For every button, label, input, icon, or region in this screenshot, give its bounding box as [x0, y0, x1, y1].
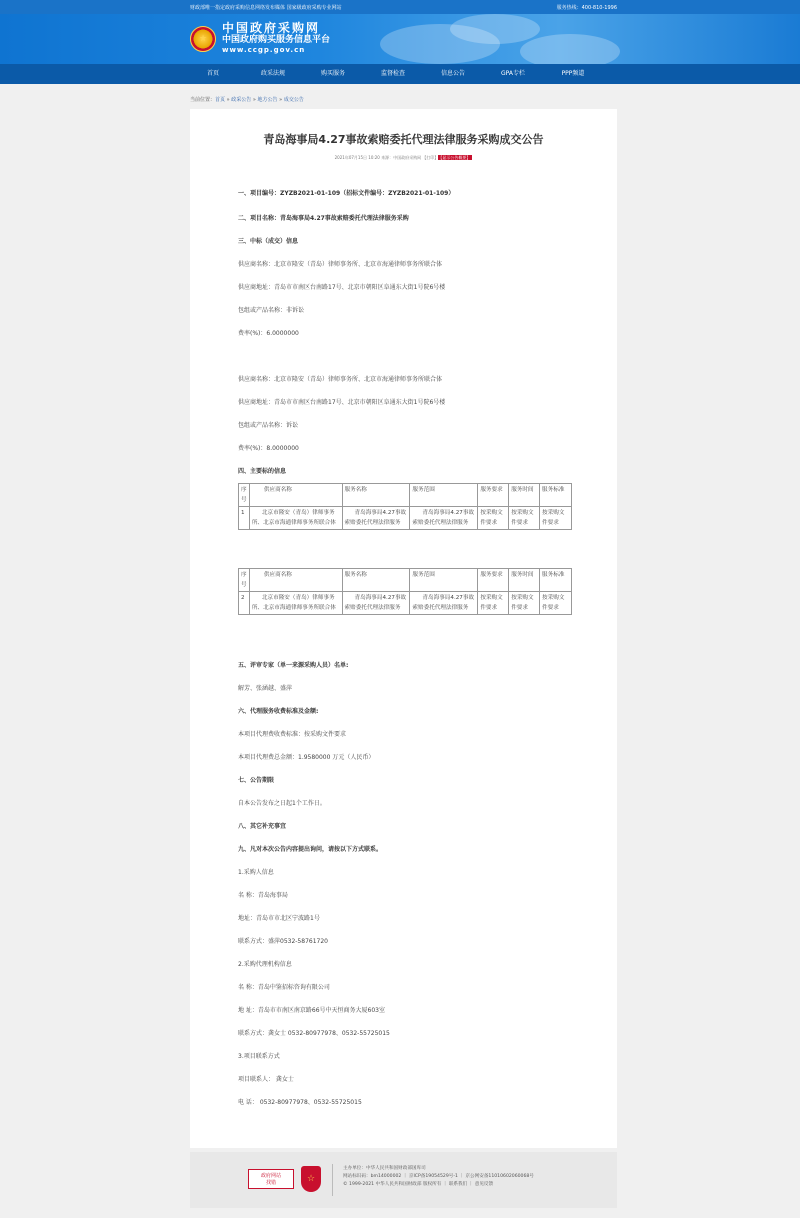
table-header-cell: 序号	[239, 569, 250, 592]
article-line: 电 话： 0532-80977978、0532-55725015	[238, 1099, 362, 1106]
footer-icp: 网站标识码：bm14000002 ｜ 京ICP备19054529号-1 ｜ 京公网安备11010602060068号	[343, 1174, 534, 1179]
article-line: 本项目代理费总金额：1.9580000 万元（人民币）	[238, 754, 375, 761]
article-line: 费率(%)：8.0000000	[238, 445, 299, 452]
article-line: 包组或产品名称：非诉讼	[238, 307, 305, 314]
table-cell: 按采购文件要求	[540, 592, 572, 615]
nav-ppp[interactable]: PPP频道	[561, 70, 585, 77]
article-line: 地 址：青岛市市南区南京路66号中天恒商务大厦603室	[238, 1007, 385, 1014]
gov-site-error-line2: 找错	[265, 1180, 276, 1186]
breadcrumb-sep: »	[225, 97, 232, 103]
gov-site-error-line1: 政府网站	[260, 1173, 281, 1179]
breadcrumb-sep: »	[251, 97, 258, 103]
table-cell: 按采购文件要求	[509, 592, 540, 615]
site-banner	[0, 14, 800, 64]
article-panel	[190, 109, 617, 1148]
article-line: 名 称：青岛海事局	[238, 892, 288, 899]
table-header-cell: 供应商名称	[249, 569, 342, 592]
article-title: 青岛海事局4.27事故索赔委托代理法律服务采购成交公告	[263, 133, 544, 146]
table-header-cell: 服务要求	[478, 569, 509, 592]
article-line: 供应商名称：北京市隆安（青岛）律师事务所、北京市海通律师事务所联合体	[238, 261, 443, 268]
article-line: 供应商名称：北京市隆安（青岛）律师事务所、北京市海通律师事务所联合体	[238, 376, 443, 383]
table-header-row	[239, 569, 572, 592]
footer-copyright: © 1999-2021 中华人民共和国财政部 版权所有 ｜ 联系我们 ｜ 意见反馈	[343, 1182, 494, 1187]
article-line: 2.采购代理机构信息	[238, 961, 292, 968]
logo-title: 中国政府采购网	[222, 21, 321, 35]
table-cell: 按采购文件要求	[478, 507, 509, 530]
table-header-cell: 供应商名称	[249, 484, 342, 507]
article-line: 解芳、张涵越、盛萍	[238, 685, 293, 692]
table-header-cell: 服务标准	[540, 484, 572, 507]
table-cell: 北京市隆安（青岛）律师事务所、北京市海通律师事务所联合体	[249, 592, 342, 615]
article-line: 费率(%)：6.0000000	[238, 330, 299, 337]
breadcrumb-prefix: 当前位置：	[190, 97, 216, 103]
subject-table	[238, 568, 572, 615]
main-nav	[0, 64, 800, 84]
table-cell: 北京市隆安（青岛）律师事务所、北京市海通律师事务所联合体	[249, 507, 342, 530]
site-footer	[190, 1152, 617, 1208]
table-header-cell: 服务名称	[342, 484, 410, 507]
top-slogan: 财政部唯一指定政府采购信息网络发布媒体 国家级政府采购专业网站	[190, 4, 342, 11]
section-heading: 九、凡对本次公告内容提出询问，请按以下方式联系。	[238, 846, 383, 853]
article-line: 联系方式：盛萍0532-58761720	[238, 938, 328, 945]
article-line: 自本公告发布之日起1个工作日。	[238, 800, 326, 807]
article-line: 本项目代理费收费标准：按采购文件要求	[238, 731, 347, 738]
section-heading: 二、项目名称：青岛海事局4.27事故索赔委托代理法律服务采购	[238, 215, 409, 222]
table-cell: 青岛海事局4.27事故索赔委托代理法律服务	[410, 592, 478, 615]
breadcrumb	[190, 96, 304, 103]
nav-gpa[interactable]: GPA专栏	[501, 70, 525, 77]
top-info-bar	[0, 0, 800, 14]
article-line: 包组或产品名称：诉讼	[238, 422, 299, 429]
table-cell: 青岛海事局4.27事故索赔委托代理法律服务	[410, 507, 478, 530]
table-cell: 2	[239, 592, 250, 615]
party-badge-icon[interactable]: ☆	[301, 1166, 321, 1192]
table-header-cell: 服务范围	[410, 484, 478, 507]
nav-supervision[interactable]: 监督检查	[380, 70, 405, 77]
table-header-cell: 服务名称	[342, 569, 410, 592]
table-row	[239, 507, 572, 530]
gov-site-error-logo[interactable]	[248, 1169, 294, 1189]
table-row	[239, 592, 572, 615]
table-header-cell: 服务时间	[509, 569, 540, 592]
nav-regulations[interactable]: 政采法规	[260, 70, 285, 77]
article-meta-text: 2021年07月15日 10:20 来源：中国政府采购网 【打印】	[334, 155, 439, 160]
article-line: 3.项目联系方式	[238, 1053, 280, 1060]
breadcrumb-announcements[interactable]: 政采公告	[231, 97, 252, 103]
table-header-cell: 服务时间	[509, 484, 540, 507]
article-line: 供应商地址：青岛市市南区台南路17号、北京市朝阳区阜通东大街1号院6号楼	[238, 399, 446, 406]
subject-table	[238, 483, 572, 530]
breadcrumb-sep: »	[277, 97, 284, 103]
table-header-row	[239, 484, 572, 507]
section-heading: 一、项目编号：ZYZB2021-01-109（招标文件编号：ZYZB2021-01-109）	[238, 190, 455, 197]
table-header-cell: 序号	[239, 484, 250, 507]
article-line: 1.采购人信息	[238, 869, 274, 876]
breadcrumb-home[interactable]: 首页	[215, 97, 226, 103]
table-header-cell: 服务要求	[478, 484, 509, 507]
table-cell: 青岛海事局4.27事故索赔委托代理法律服务	[342, 507, 410, 530]
footer-divider	[332, 1164, 333, 1196]
service-hotline: 服务热线：400-810-1996	[556, 4, 617, 11]
article-line: 地址：青岛市市北区宁波路1号	[238, 915, 320, 922]
article-line: 联系方式：龚女士 0532-80977978、0532-55725015	[238, 1030, 390, 1037]
section-heading: 五、评审专家（单一来源采购人员）名单:	[238, 662, 349, 669]
breadcrumb-deal[interactable]: 成交公告	[283, 97, 304, 103]
table-cell: 按采购文件要求	[478, 592, 509, 615]
show-summary-button[interactable]: 【显示公告概要】	[440, 155, 471, 160]
nav-purchase-services[interactable]: 购买服务	[320, 70, 345, 77]
section-heading: 六、代理服务收费标准及金额:	[238, 708, 319, 715]
section-heading: 八、其它补充事宜	[238, 823, 287, 830]
table-cell: 按采购文件要求	[509, 507, 540, 530]
article-meta	[190, 155, 617, 161]
logo-subtitle: 中国政府购买服务信息平台	[222, 35, 331, 45]
section-heading: 四、主要标的信息	[238, 468, 287, 475]
nav-home[interactable]: 首页	[206, 70, 219, 77]
table-cell: 青岛海事局4.27事故索赔委托代理法律服务	[342, 592, 410, 615]
footer-sponsor: 主办单位：中华人民共和国财政部国库司	[343, 1166, 426, 1171]
article-line: 名 称：青岛中鉴招标咨询有限公司	[238, 984, 330, 991]
section-heading: 三、中标（成交）信息	[238, 238, 299, 245]
footer-info	[343, 1165, 534, 1189]
table-header-cell: 服务标准	[540, 569, 572, 592]
article-line: 供应商地址：青岛市市南区台南路17号、北京市朝阳区阜通东大街1号院6号楼	[238, 284, 446, 291]
table-header-cell: 服务范围	[410, 569, 478, 592]
section-heading: 七、公告期限	[238, 777, 275, 784]
national-emblem-icon: ★	[190, 26, 216, 52]
table-cell: 1	[239, 507, 250, 530]
nav-announcements[interactable]: 信息公告	[440, 70, 465, 77]
site-logo[interactable]	[190, 22, 330, 55]
table-cell: 按采购文件要求	[540, 507, 572, 530]
article-line: 项目联系人： 龚女士	[238, 1076, 294, 1083]
logo-url: www.ccgp.gov.cn	[222, 46, 306, 54]
breadcrumb-local[interactable]: 地方公告	[257, 97, 278, 103]
